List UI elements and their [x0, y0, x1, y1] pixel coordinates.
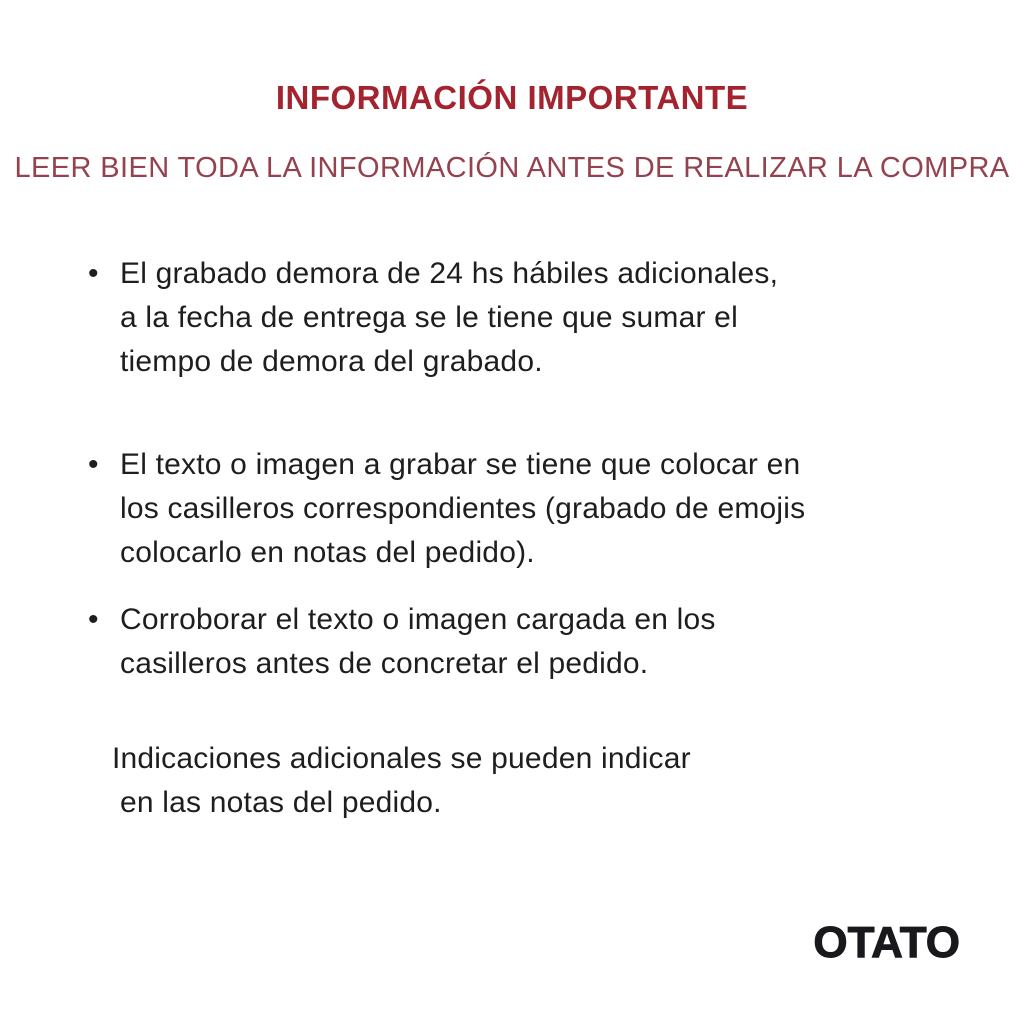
bullet-item-engraving-delay [88, 252, 778, 384]
bullet-line: los casilleros correspondientes (grabado de emojis [120, 492, 806, 525]
bullet-item-verify-text [88, 598, 716, 686]
bullet-dot: • [88, 603, 99, 636]
bullet-dot: • [88, 257, 99, 290]
page-subtitle: LEER BIEN TODA LA INFORMACIÓN ANTES DE REALIZAR LA COMPRA [14, 152, 1010, 184]
bullet-line: Corroborar el texto o imagen cargada en los [120, 603, 716, 636]
otato-brand-logo: OTATO [813, 918, 960, 967]
bullet-line: a la fecha de entrega se le tiene que sumar el [120, 301, 738, 334]
bullet-line: El texto o imagen a grabar se tiene que colocar en [120, 448, 801, 481]
bullet-line: colocarlo en notas del pedido). [120, 536, 535, 569]
bullet-line: casilleros antes de concretar el pedido. [120, 647, 649, 680]
bullet-dot: • [88, 448, 99, 481]
bullet-text [120, 598, 716, 686]
additional-indications-note [112, 737, 691, 825]
bullet-text [120, 252, 778, 384]
bullet-line: El grabado demora de 24 hs hábiles adicionales, [120, 257, 779, 290]
bullet-item-text-placement [88, 443, 805, 575]
page-title: INFORMACIÓN IMPORTANTE [275, 79, 749, 116]
note-line: Indicaciones adicionales se pueden indicar [112, 742, 691, 775]
bullet-text [120, 443, 805, 575]
note-line: en las notas del pedido. [120, 786, 442, 819]
bullet-line: tiempo de demora del grabado. [120, 345, 543, 378]
